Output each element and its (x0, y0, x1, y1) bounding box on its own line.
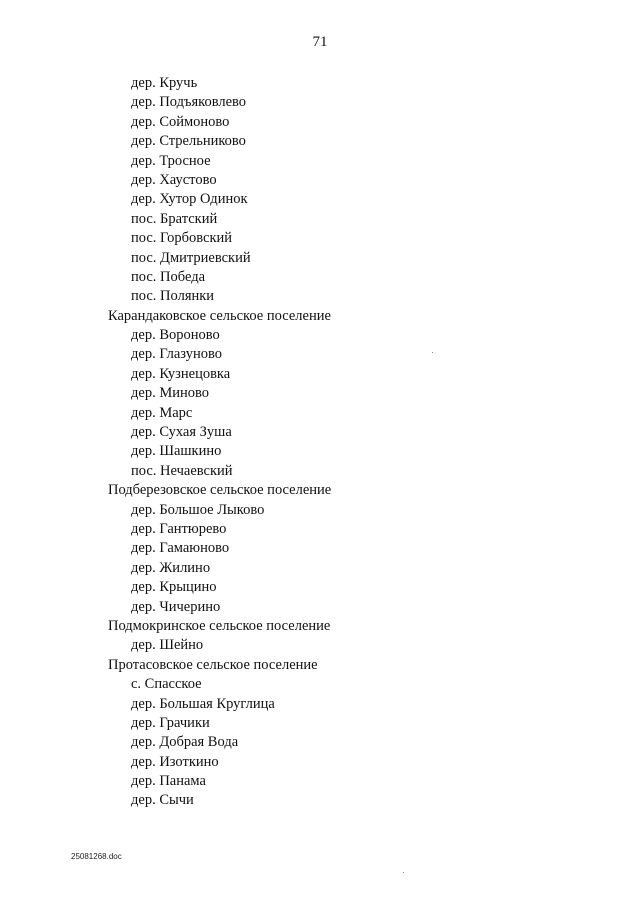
settlement-entry: дер. Шейно (131, 637, 204, 654)
settlement-entry: дер. Хаустово (131, 171, 217, 188)
settlement-entry: дер. Кузнецовка (131, 365, 231, 382)
settlement-entry: пос. Победа (131, 268, 206, 285)
settlement-entry: дер. Крыцино (131, 579, 217, 596)
settlement-entry: дер. Грачики (131, 714, 210, 731)
settlement-entry: пос. Полянки (131, 288, 215, 305)
settlement-entry: дер. Стрельниково (131, 133, 246, 150)
settlement-entry: пос. Нечаевский (131, 462, 233, 479)
settlement-entry: дер. Большое Лыково (131, 501, 265, 518)
settlement-entry: дер. Чичерино (131, 598, 221, 615)
settlement-entry: дер. Сычи (131, 792, 194, 809)
settlement-entry: пос. Дмитриевский (131, 249, 251, 266)
document-file-code: 25081268.doc (71, 852, 122, 861)
settlement-entry: дер. Кручь (131, 75, 198, 91)
settlement-entry: дер. Жилино (131, 559, 211, 576)
settlement-entry: дер. Марс (131, 404, 193, 421)
settlement-entry: дер. Сухая Зуша (131, 424, 232, 441)
settlement-list (0, 74, 640, 811)
settlement-entry: дер. Добрая Вода (131, 734, 239, 751)
settlement-entry: пос. Братский (131, 210, 218, 227)
settlement-entry: дер. Гамаюново (131, 540, 230, 557)
settlement-entry: дер. Глазуново (131, 346, 222, 363)
settlement-group-header: Подмокринское сельское поселение (108, 617, 331, 634)
settlement-entry: дер. Хутор Одинок (131, 191, 248, 208)
settlement-group-header: Подберезовское сельское поселение (108, 482, 332, 499)
settlement-entry: дер. Панама (131, 773, 206, 790)
settlement-entry: дер. Соймоново (131, 113, 230, 130)
scan-speck (403, 872, 404, 873)
settlement-entry: дер. Шашкино (131, 443, 222, 460)
settlement-group-header: Карандаковское сельское поселение (108, 307, 331, 324)
settlement-entry: дер. Тросное (131, 152, 211, 169)
settlement-entry: дер. Большая Круглица (131, 695, 275, 712)
page-number: 71 (312, 34, 328, 50)
settlement-entry: дер. Вороново (131, 327, 220, 344)
settlement-entry: дер. Подъяковлево (131, 94, 247, 111)
settlement-group-header: Протасовское сельское поселение (108, 656, 318, 673)
settlement-entry: дер. Гантюрево (131, 520, 227, 537)
settlement-entry: с. Спасское (131, 676, 202, 693)
settlement-entry: дер. Изоткино (131, 753, 219, 770)
scan-speck (432, 352, 433, 353)
settlement-entry: дер. Миново (131, 385, 209, 402)
settlement-entry: пос. Горбовский (131, 230, 233, 247)
